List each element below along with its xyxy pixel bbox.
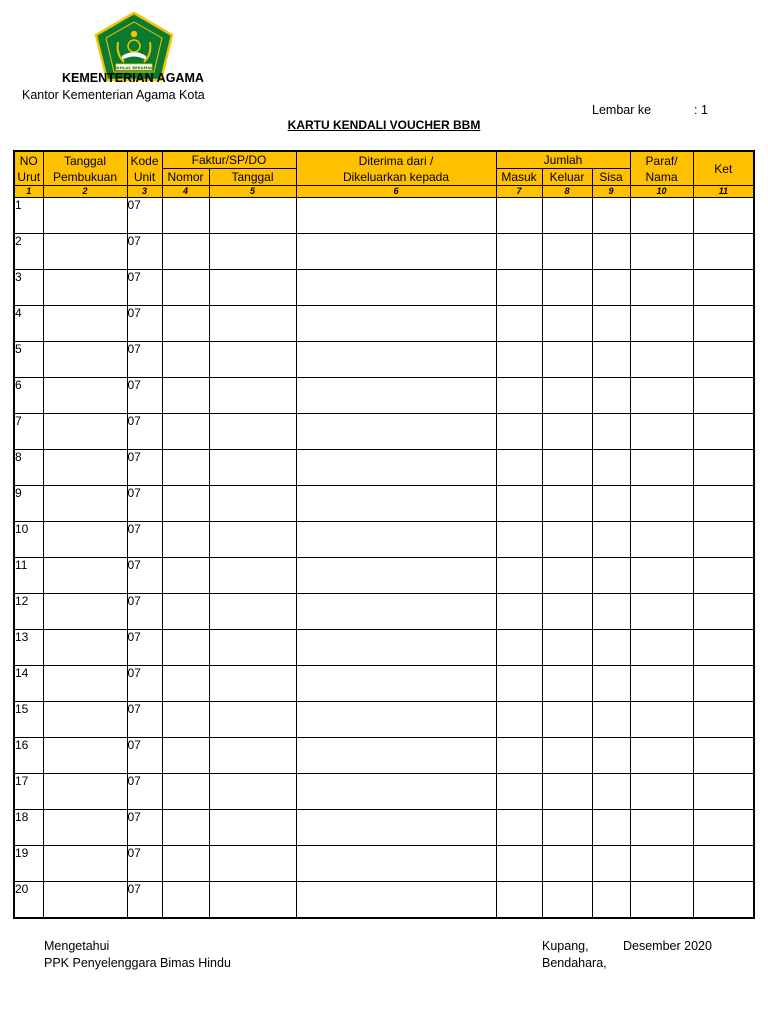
row-kode-unit: 07 [127,450,162,486]
table-cell [43,270,127,306]
table-cell [630,846,693,882]
col-header-tanggal-pembukuan: Tanggal Pembukuan [43,151,127,186]
table-cell [496,414,542,450]
table-cell [209,414,296,450]
table-cell [296,702,496,738]
table-cell [542,630,592,666]
table-cell [592,270,630,306]
table-cell [43,738,127,774]
col-header-diterima: Diterima dari / Dikeluarkan kepada [296,151,496,186]
table-cell [542,342,592,378]
table-cell [592,810,630,846]
table-cell [592,306,630,342]
table-cell [630,198,693,234]
table-cell [162,378,209,414]
col-header-keluar: Keluar [542,169,592,186]
column-number-row [14,186,754,198]
table-row [14,414,754,450]
table-row [14,198,754,234]
table-row [14,450,754,486]
col-number: 10 [630,186,693,198]
table-cell [296,882,496,919]
row-kode-unit: 07 [127,198,162,234]
table-cell [162,846,209,882]
table-cell [43,810,127,846]
header-row-top [14,151,754,169]
col-number: 11 [693,186,754,198]
table-cell [542,810,592,846]
table-cell [43,774,127,810]
table-cell [296,810,496,846]
table-row [14,666,754,702]
row-kode-unit: 07 [127,702,162,738]
table-cell [209,558,296,594]
table-cell [162,882,209,919]
table-row [14,846,754,882]
voucher-ledger-table [13,150,755,919]
table-cell [496,774,542,810]
table-cell [630,882,693,919]
table-cell [542,378,592,414]
table-cell [43,882,127,919]
table-cell [592,666,630,702]
table-cell [209,234,296,270]
table-cell [296,522,496,558]
table-cell [630,558,693,594]
table-cell [496,450,542,486]
row-kode-unit: 07 [127,630,162,666]
row-kode-unit: 07 [127,342,162,378]
table-cell [693,738,754,774]
col-header-paraf: Paraf/ Nama [630,151,693,186]
row-number: 9 [14,486,43,522]
signature-place: Kupang, [542,939,589,953]
table-cell [43,306,127,342]
col-number: 2 [43,186,127,198]
table-cell [496,558,542,594]
table-cell [209,882,296,919]
col-header-tanggal: Tanggal [209,169,296,186]
table-cell [209,486,296,522]
table-cell [162,270,209,306]
row-number: 2 [14,234,43,270]
table-cell [43,414,127,450]
table-cell [630,414,693,450]
table-cell [630,594,693,630]
row-number: 13 [14,630,43,666]
table-row [14,702,754,738]
table-cell [162,234,209,270]
col-header-ket: Ket [693,151,754,186]
table-cell [43,198,127,234]
table-cell [693,630,754,666]
table-cell [43,450,127,486]
table-cell [296,342,496,378]
table-row [14,558,754,594]
table-cell [496,270,542,306]
table-row [14,522,754,558]
table-row [14,234,754,270]
table-cell [162,450,209,486]
table-cell [630,738,693,774]
row-kode-unit: 07 [127,846,162,882]
table-cell [592,738,630,774]
table-cell [693,774,754,810]
table-cell [296,774,496,810]
table-row [14,810,754,846]
table-cell [542,306,592,342]
table-row [14,306,754,342]
table-cell [592,522,630,558]
document-title [0,118,768,132]
table-row [14,774,754,810]
table-cell [296,234,496,270]
table-cell [630,342,693,378]
table-cell [43,666,127,702]
table-cell [296,630,496,666]
table-cell [630,234,693,270]
table-cell [542,234,592,270]
row-number: 17 [14,774,43,810]
table-cell [162,486,209,522]
table-cell [209,666,296,702]
table-cell [630,774,693,810]
col-header-kode-unit: Kode Unit [127,151,162,186]
table-row [14,486,754,522]
table-cell [592,198,630,234]
row-kode-unit: 07 [127,234,162,270]
table-cell [162,594,209,630]
table-cell [542,486,592,522]
col-number: 3 [127,186,162,198]
table-cell [162,414,209,450]
row-number: 4 [14,306,43,342]
col-number: 5 [209,186,296,198]
col-header-sisa: Sisa [592,169,630,186]
table-cell [496,810,542,846]
row-kode-unit: 07 [127,486,162,522]
table-cell [162,198,209,234]
table-cell [162,738,209,774]
table-cell [162,774,209,810]
table-cell [592,378,630,414]
table-cell [592,342,630,378]
table-cell [592,486,630,522]
table-row [14,882,754,919]
table-cell [209,270,296,306]
row-number: 16 [14,738,43,774]
table-cell [496,486,542,522]
col-header-nomor: Nomor [162,169,209,186]
table-cell [496,306,542,342]
table-row [14,594,754,630]
table-cell [630,702,693,738]
table-cell [209,522,296,558]
table-cell [43,630,127,666]
table-cell [592,702,630,738]
document-title-text: KARTU KENDALI VOUCHER BBM [287,118,481,132]
table-cell [209,306,296,342]
table-cell [209,198,296,234]
col-number: 6 [296,186,496,198]
table-cell [592,630,630,666]
table-cell [693,198,754,234]
row-kode-unit: 07 [127,522,162,558]
table-cell [693,450,754,486]
table-row [14,378,754,414]
table-cell [496,702,542,738]
office-name: Kantor Kementerian Agama Kota [22,88,205,102]
table-cell [592,450,630,486]
table-cell [693,414,754,450]
sheet-number: : 1 [694,103,708,117]
table-cell [630,270,693,306]
table-cell [542,666,592,702]
table-cell [296,378,496,414]
table-cell [162,306,209,342]
table-cell [296,594,496,630]
table-cell [542,450,592,486]
table-cell [43,342,127,378]
row-number: 12 [14,594,43,630]
row-number: 7 [14,414,43,450]
emblem-motto: IKHLAS BERAMAL [115,64,153,70]
table-cell [630,486,693,522]
row-kode-unit: 07 [127,378,162,414]
table-cell [542,882,592,919]
table-cell [496,594,542,630]
table-cell [542,270,592,306]
table-cell [542,846,592,882]
table-cell [693,666,754,702]
table-cell [296,846,496,882]
row-number: 15 [14,702,43,738]
table-cell [209,630,296,666]
table-cell [209,378,296,414]
table-cell [162,342,209,378]
table-cell [43,378,127,414]
row-number: 18 [14,810,43,846]
acknowledgement-official: PPK Penyelenggara Bimas Hindu [44,956,231,970]
row-number: 8 [14,450,43,486]
table-cell [43,558,127,594]
table-row [14,342,754,378]
table-cell [592,594,630,630]
table-cell [693,522,754,558]
table-cell [209,594,296,630]
table-cell [630,306,693,342]
row-kode-unit: 07 [127,810,162,846]
table-cell [542,198,592,234]
table-cell [630,450,693,486]
col-header-no: NO Urut [14,151,43,186]
row-kode-unit: 07 [127,306,162,342]
table-cell [592,558,630,594]
table-cell [693,702,754,738]
table-cell [496,234,542,270]
table-cell [209,450,296,486]
table-cell [693,594,754,630]
table-cell [592,234,630,270]
col-number: 9 [592,186,630,198]
table-cell [296,414,496,450]
table-row [14,630,754,666]
table-cell [496,522,542,558]
table-cell [162,558,209,594]
table-cell [496,630,542,666]
row-number: 14 [14,666,43,702]
table-cell [209,342,296,378]
table-cell [43,846,127,882]
signature-role: Bendahara, [542,956,607,970]
col-number: 8 [542,186,592,198]
table-row [14,738,754,774]
table-cell [496,846,542,882]
col-header-jumlah: Jumlah [496,151,630,169]
col-number: 7 [496,186,542,198]
table-cell [542,414,592,450]
table-cell [296,738,496,774]
table-cell [542,774,592,810]
table-cell [296,666,496,702]
col-number: 4 [162,186,209,198]
table-cell [43,702,127,738]
table-cell [496,342,542,378]
table-cell [209,738,296,774]
table-cell [296,486,496,522]
table-cell [496,882,542,919]
sheet-label: Lembar ke [592,103,652,117]
table-cell [43,522,127,558]
table-cell [592,774,630,810]
row-number: 20 [14,882,43,919]
acknowledgement-label: Mengetahui [44,939,110,953]
table-cell [209,846,296,882]
table-cell [630,522,693,558]
table-cell [542,702,592,738]
table-cell [296,450,496,486]
table-cell [296,558,496,594]
table-cell [209,702,296,738]
table-cell [296,306,496,342]
row-kode-unit: 07 [127,738,162,774]
table-cell [542,522,592,558]
table-cell [693,810,754,846]
row-number: 10 [14,522,43,558]
table-cell [693,882,754,919]
table-cell [496,738,542,774]
table-cell [162,522,209,558]
table-cell [693,378,754,414]
table-cell [693,846,754,882]
table-cell [43,594,127,630]
table-cell [162,630,209,666]
row-number: 1 [14,198,43,234]
table-cell [162,702,209,738]
table-cell [496,198,542,234]
table-cell [592,846,630,882]
table-cell [542,594,592,630]
table-cell [630,378,693,414]
table-cell [592,414,630,450]
row-number: 6 [14,378,43,414]
col-number: 1 [14,186,43,198]
table-cell [296,198,496,234]
row-kode-unit: 07 [127,882,162,919]
table-cell [542,738,592,774]
col-header-faktur: Faktur/SP/DO [162,151,296,169]
table-cell [630,810,693,846]
col-header-masuk: Masuk [496,169,542,186]
row-kode-unit: 07 [127,558,162,594]
organization-name: KEMENTERIAN AGAMA [62,71,204,85]
row-number: 11 [14,558,43,594]
table-cell [43,486,127,522]
table-cell [496,666,542,702]
table-cell [693,306,754,342]
table-cell [693,342,754,378]
table-cell [592,882,630,919]
table-cell [693,558,754,594]
row-kode-unit: 07 [127,594,162,630]
signature-date: Desember 2020 [623,939,712,953]
table-cell [209,774,296,810]
table-cell [296,270,496,306]
row-kode-unit: 07 [127,774,162,810]
table-cell [209,810,296,846]
table-cell [43,234,127,270]
table-cell [630,630,693,666]
table-row [14,270,754,306]
table-cell [162,810,209,846]
row-number: 5 [14,342,43,378]
table-cell [693,270,754,306]
table-cell [630,666,693,702]
table-cell [496,378,542,414]
row-kode-unit: 07 [127,414,162,450]
table-cell [542,558,592,594]
row-number: 19 [14,846,43,882]
table-cell [693,234,754,270]
row-kode-unit: 07 [127,270,162,306]
table-cell [162,666,209,702]
ledger-body [14,198,754,919]
table-cell [693,486,754,522]
row-number: 3 [14,270,43,306]
row-kode-unit: 07 [127,666,162,702]
